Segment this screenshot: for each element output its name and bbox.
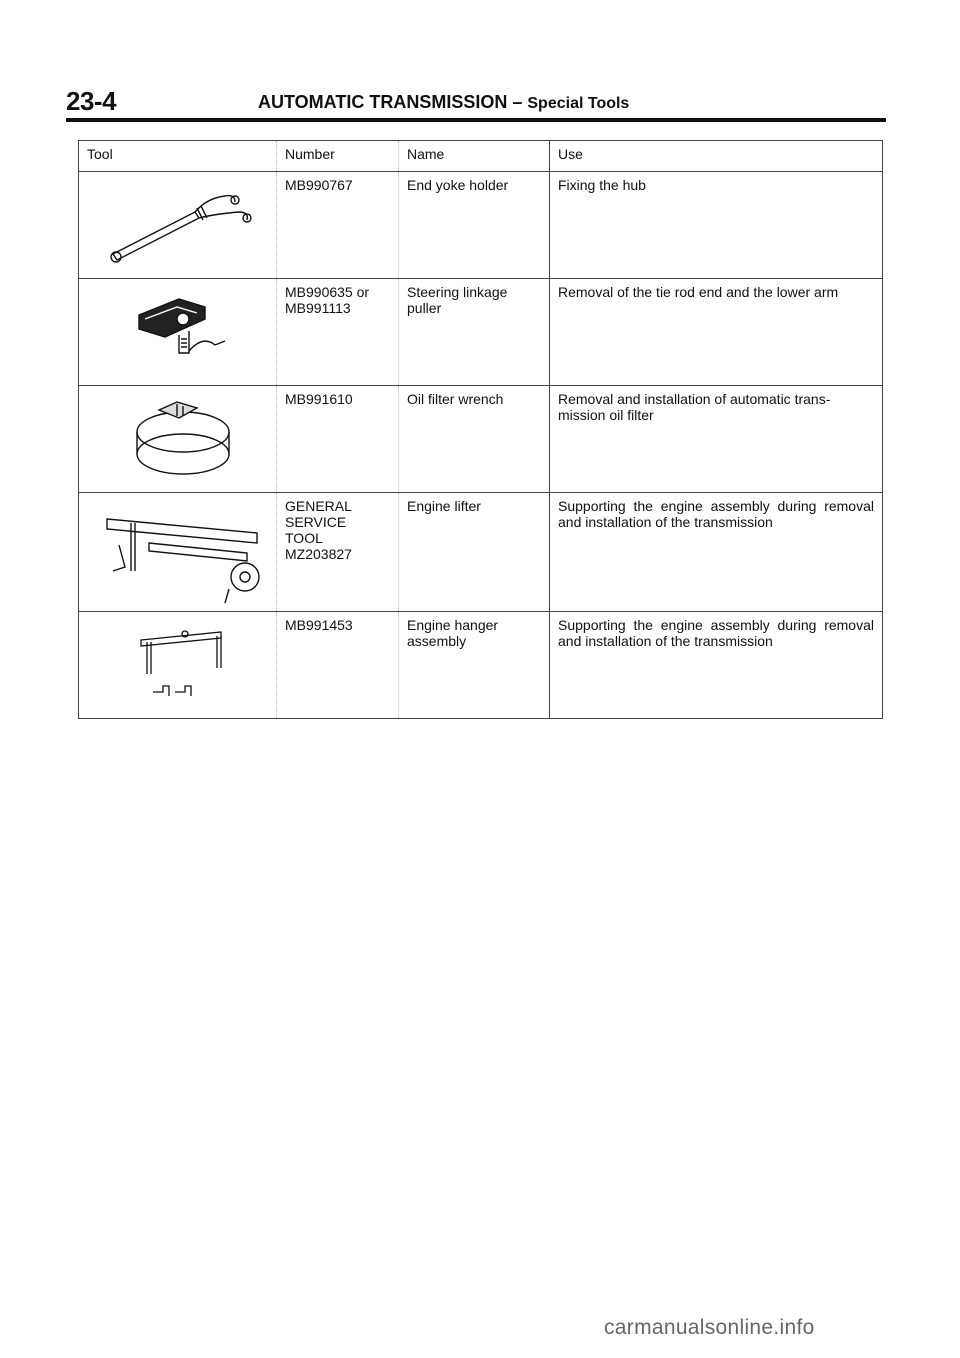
table-row <box>79 386 883 493</box>
special-tools-table <box>78 140 883 719</box>
title-separator: – <box>512 92 523 112</box>
section-title: AUTOMATIC TRANSMISSION <box>258 92 508 112</box>
tool-use: Supporting the engine assembly during removal and installation of the transmission <box>550 493 883 612</box>
tool-number: MB990635 or MB991113 <box>277 279 399 386</box>
tool-number: MB991453 <box>277 612 399 719</box>
tool-image-cell <box>79 386 277 493</box>
tool-name: Oil filter wrench <box>399 386 550 493</box>
page-title <box>258 92 629 113</box>
col-header-tool: Tool <box>79 141 277 172</box>
tool-image-cell <box>79 493 277 612</box>
steering-linkage-puller-icon <box>79 279 260 385</box>
tool-name: End yoke holder <box>399 172 550 279</box>
tool-use: Removal of the tie rod end and the lower arm <box>550 279 883 386</box>
col-header-number: Number <box>277 141 399 172</box>
tool-name: Steering linkage puller <box>399 279 550 386</box>
tool-number: GENERAL SERVICE TOOL MZ203827 <box>277 493 399 612</box>
table-header-row <box>79 141 883 172</box>
tool-use: Supporting the engine assembly during removal and installation of the transmission <box>550 612 883 719</box>
table-row <box>79 279 883 386</box>
engine-hanger-icon <box>79 612 260 718</box>
page-number: 23-4 <box>66 86 117 116</box>
table-row <box>79 172 883 279</box>
col-header-use: Use <box>550 141 883 172</box>
table-row <box>79 612 883 719</box>
page-header <box>66 86 886 118</box>
tool-image-cell <box>79 172 277 279</box>
tool-image-cell <box>79 612 277 719</box>
end-yoke-holder-icon <box>79 172 260 278</box>
engine-lifter-icon <box>79 493 260 611</box>
oil-filter-wrench-icon <box>79 386 260 492</box>
watermark-link[interactable]: carmanualsonline.info <box>604 1316 815 1339</box>
col-header-name: Name <box>399 141 550 172</box>
tool-image-cell <box>79 279 277 386</box>
tool-use: Fixing the hub <box>550 172 883 279</box>
tool-use: Removal and installation of automatic trans- mission oil filter <box>550 386 883 493</box>
tool-number: MB991610 <box>277 386 399 493</box>
tool-name: Engine hanger assembly <box>399 612 550 719</box>
table-row <box>79 493 883 612</box>
tool-name: Engine lifter <box>399 493 550 612</box>
header-rule <box>66 118 886 122</box>
section-subtitle: Special Tools <box>527 95 630 112</box>
tool-number: MB990767 <box>277 172 399 279</box>
